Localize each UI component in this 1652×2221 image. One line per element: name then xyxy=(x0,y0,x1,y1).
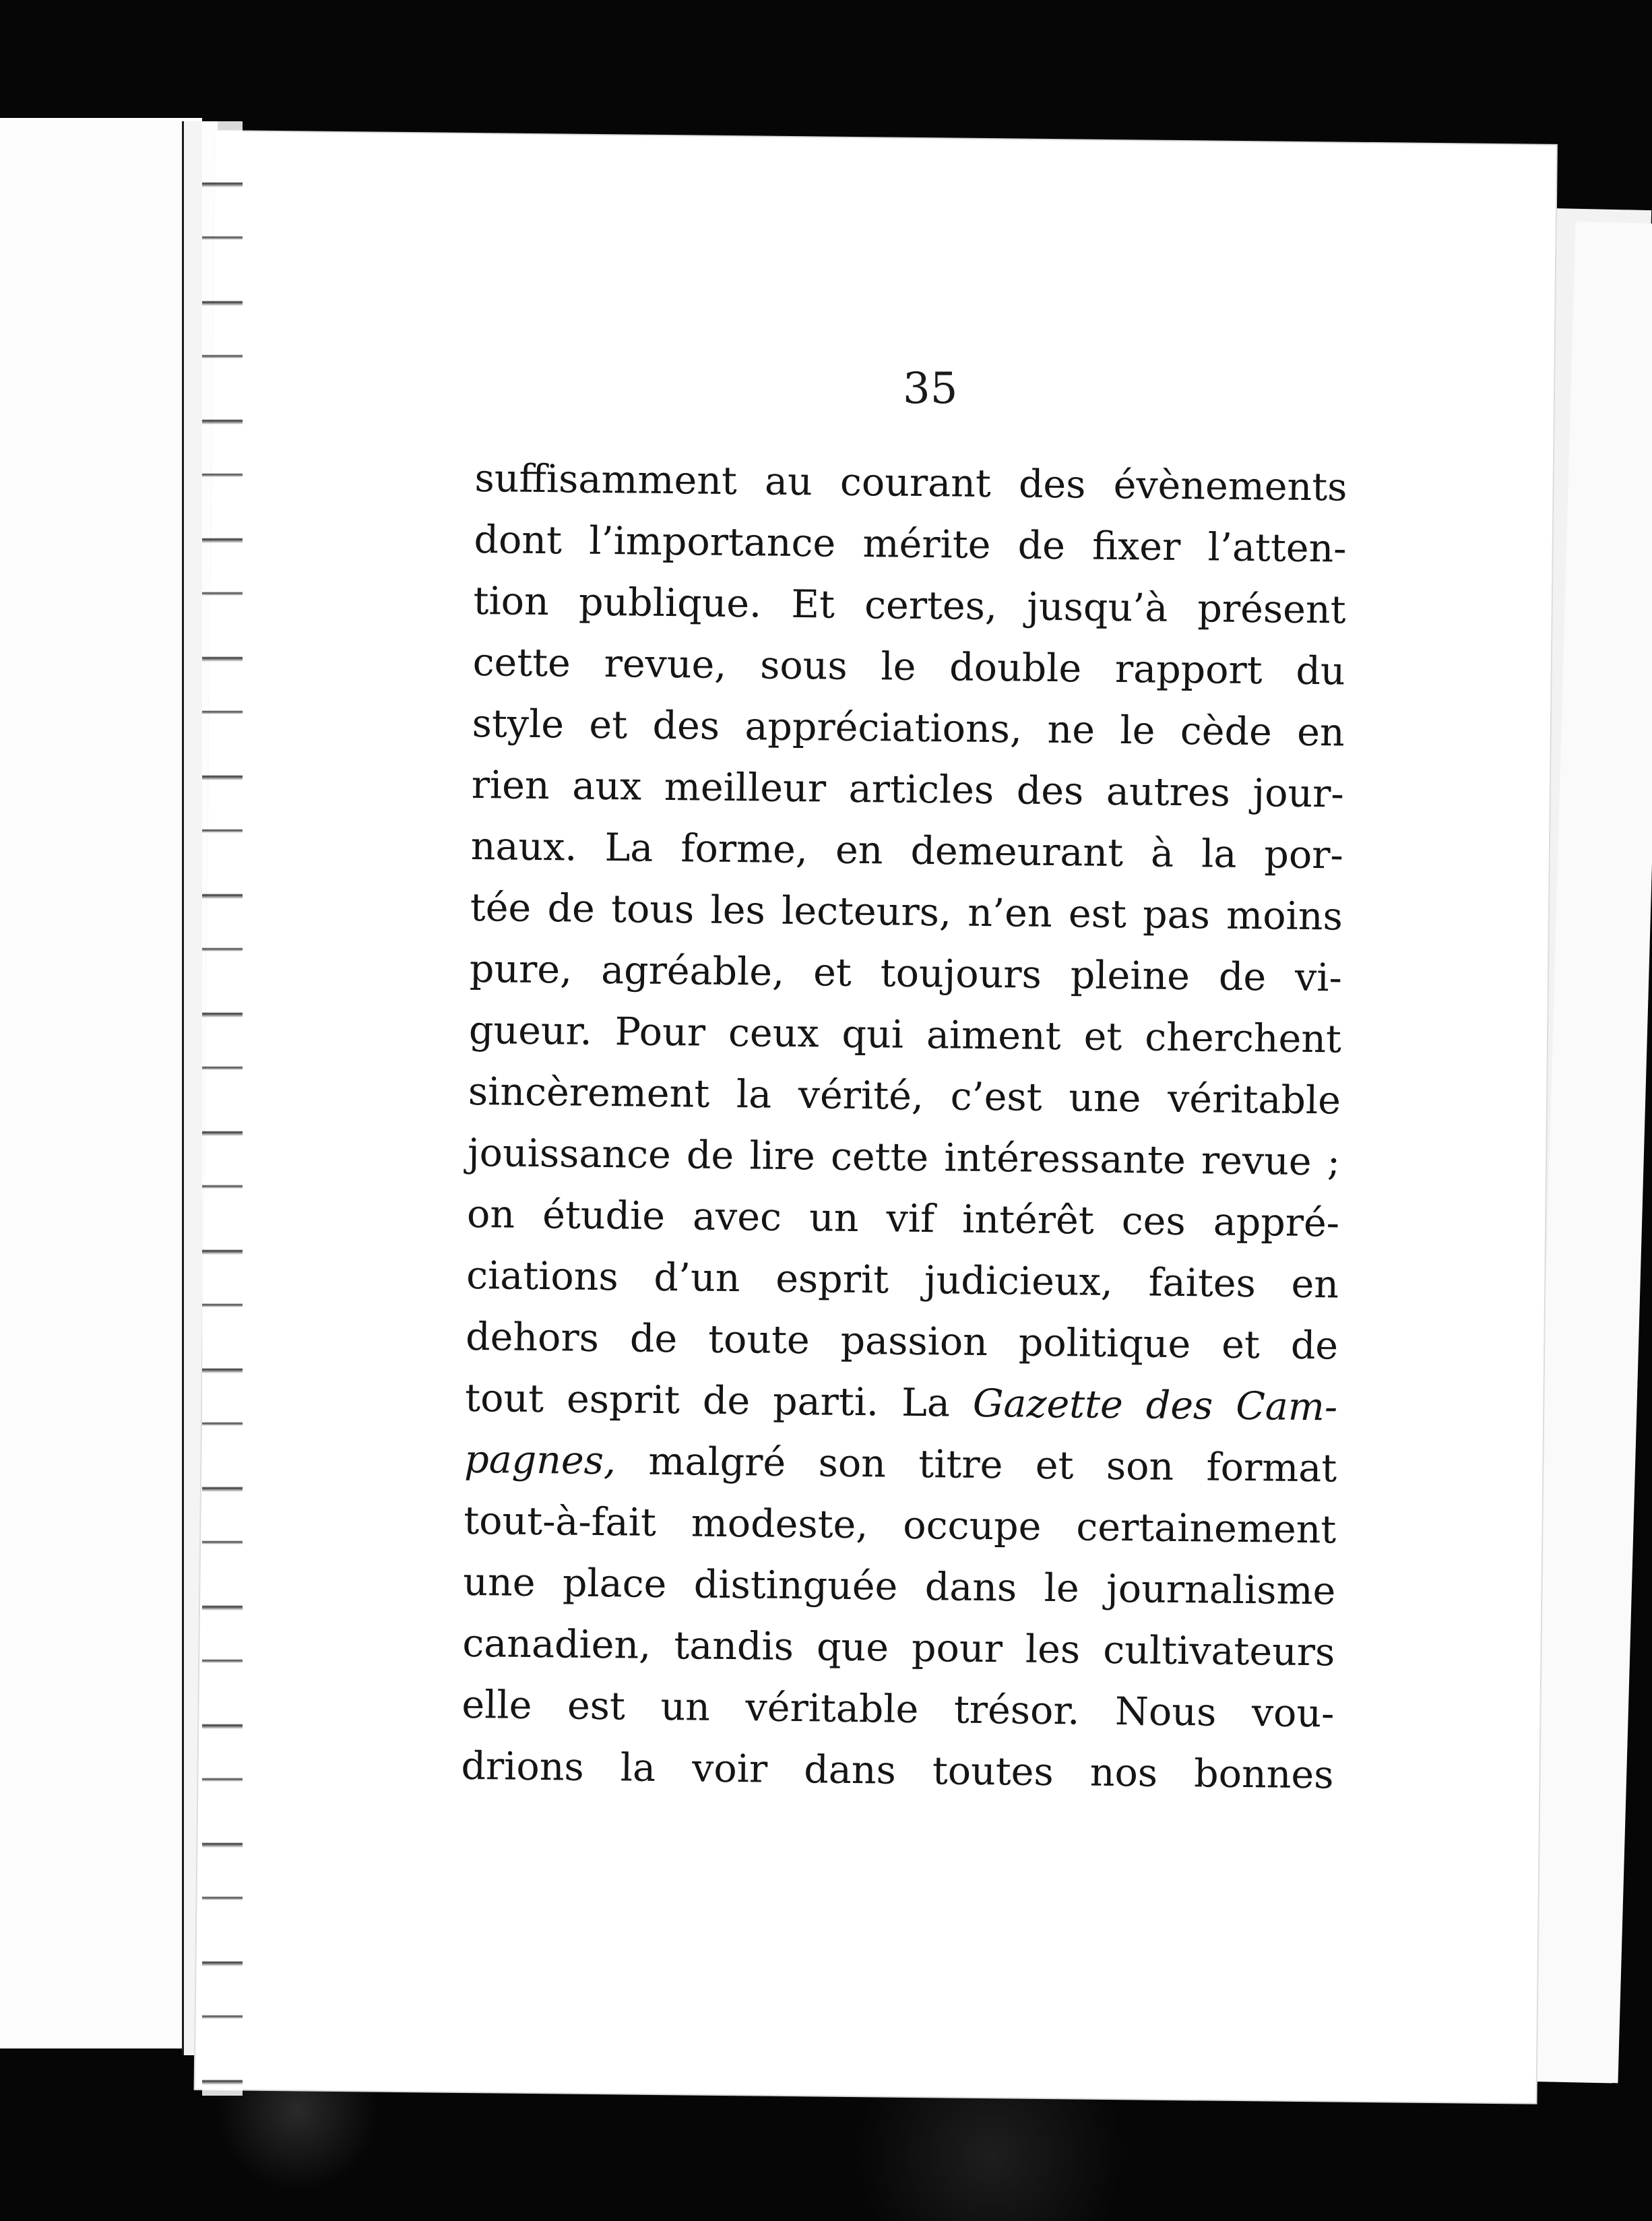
newspaper-title: Gazette des Cam- xyxy=(972,1381,1338,1430)
text-line: pure, agréable, et toujours pleine de vi- xyxy=(469,946,1343,1001)
text-line: dehors de toute passion politique et de xyxy=(465,1314,1339,1369)
text-line-with-title xyxy=(464,1429,1337,1500)
text-line: dont l’importance mérite de fixer l’atten- xyxy=(474,517,1347,571)
text-line: naux. La forme, en demeurant à la por- xyxy=(470,823,1344,878)
facing-left-page xyxy=(0,118,202,2048)
text-line-with-title xyxy=(465,1368,1338,1439)
newspaper-title: pagnes, xyxy=(464,1437,616,1484)
text-line: on étudie avec un vif intérêt ces appré- xyxy=(466,1191,1340,1246)
text-line: elle est un véritable trésor. Nous vou- xyxy=(462,1682,1335,1737)
page-number: 35 xyxy=(903,364,958,414)
text-line: sincèrement la vérité, c’est une véritable xyxy=(468,1069,1341,1123)
text-line: canadien, tandis que pour les cultivateurs xyxy=(462,1621,1335,1675)
text-line: ciations d’un esprit judicieux, faites en xyxy=(466,1253,1339,1307)
text-line: suffisamment au courant des évènements xyxy=(474,456,1347,510)
text-line: une place distinguée dans le journalisme xyxy=(463,1559,1336,1614)
torn-binding xyxy=(202,121,243,2096)
text-segment: tout esprit de parti. La xyxy=(464,1375,951,1426)
text-segment: malgré son titre et son format xyxy=(648,1439,1337,1491)
text-line: jouissance de lire cette intéressante revue ; xyxy=(467,1130,1341,1185)
text-line: style et des appréciations, ne le cède en xyxy=(472,701,1345,755)
text-line: cette revue, sous le double rapport du xyxy=(472,639,1345,694)
body-text xyxy=(461,448,1347,1806)
text-line: rien aux meilleur articles des autres jour- xyxy=(471,762,1345,817)
text-line: tée de tous les lecteurs, n’en est pas moins xyxy=(470,885,1343,939)
text-line: gueur. Pour ceux qui aiment et cherchent xyxy=(468,1007,1342,1062)
text-line: tion publique. Et certes, jusqu’à présent xyxy=(473,578,1346,633)
text-line: drions la voir dans toutes nos bonnes xyxy=(461,1743,1334,1798)
text-line: tout-à-fait modeste, occupe certainement xyxy=(463,1498,1337,1553)
